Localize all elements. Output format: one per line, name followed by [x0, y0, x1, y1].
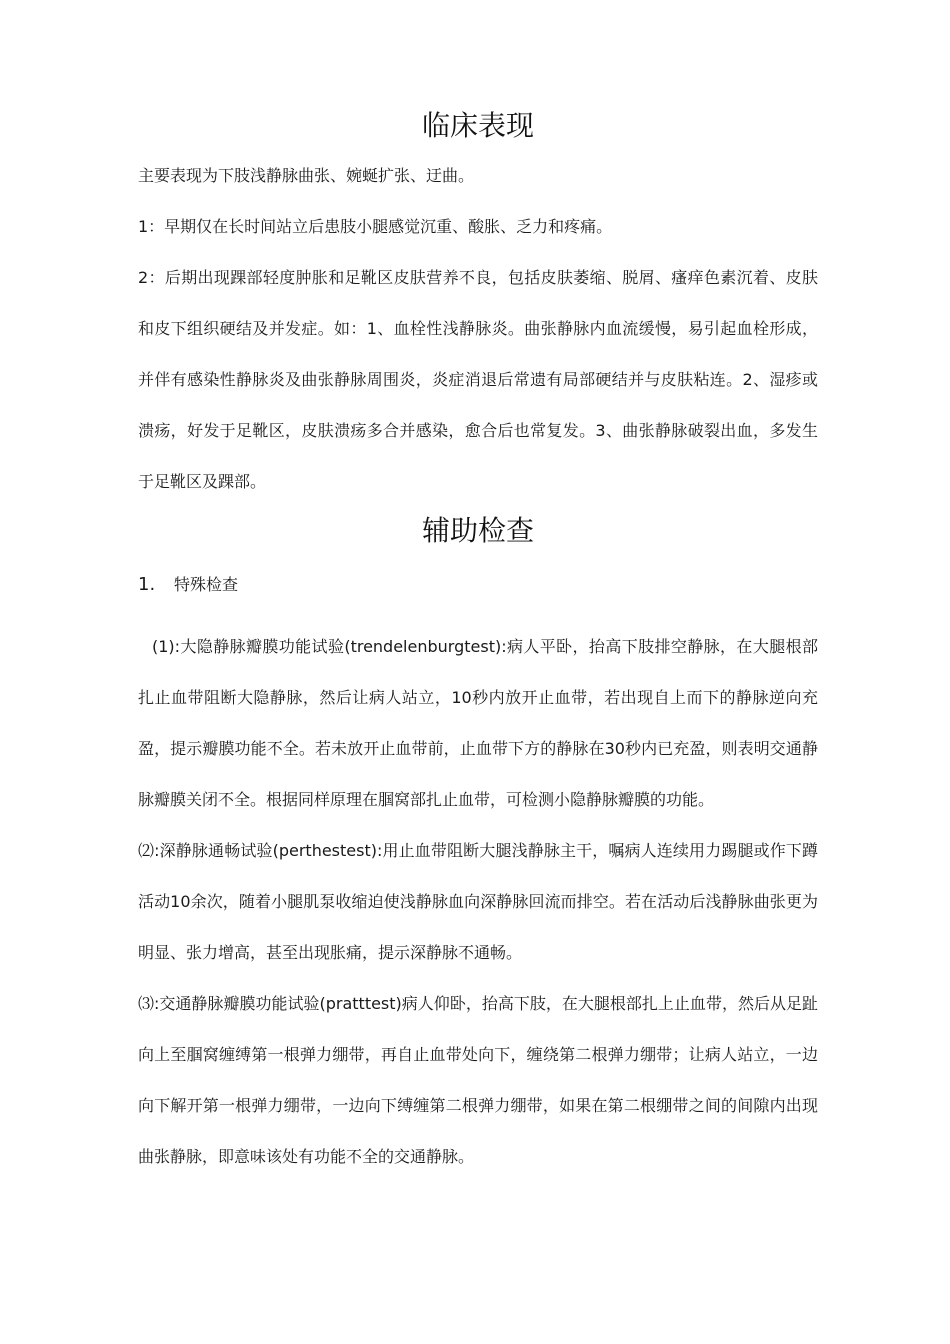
subheading-number: 1.: [138, 574, 156, 595]
section-title-auxiliary: 辅助检查: [421, 514, 534, 547]
clinical-item-1: 1：早期仅在长时间站立后患肢小腿感觉沉重、酸胀、乏力和疼痛。: [138, 217, 613, 236]
section-title-clinical: 临床表现: [421, 109, 534, 142]
test-perthes: ⑵:深静脉通畅试验(perthestest):用止血带阻断大腿浅静脉主干，嘱病人连续用力踢腿或作下蹲活动10余次，随着小腿肌泵收缩迫使浅静脉血向深静脉回流而排空。若在活动后浅静脉曲张更为明显、张力增高，甚至出现胀痛，提示深静脉不通畅。: [138, 841, 818, 962]
clinical-item-2: 2：后期出现踝部轻度肿胀和足靴区皮肤营养不良，包括皮肤萎缩、脱屑、瘙痒色素沉着、皮肤和皮下组织硬结及并发症。如：1、血栓性浅静脉炎。曲张静脉内血流缓慢，易引起血栓形成，并伴有感染性静脉炎及曲张静脉周围炎，炎症消退后常遗有局部硬结并与皮肤粘连。2、湿疹或溃疡，好发于足靴区，皮肤溃疡多合并感染，愈合后也常复发。3、曲张静脉破裂出血，多发生于足靴区及踝部。: [138, 268, 818, 491]
clinical-intro: 主要表现为下肢浅静脉曲张、婉蜒扩张、迂曲。: [138, 166, 475, 185]
document-page: [138, 104, 818, 1182]
test-trendelenburg: (1):大隐静脉瓣膜功能试验(trendelenburgtest):病人平卧，抬高下肢排空静脉，在大腿根部扎止血带阻断大隐静脉，然后让病人站立，10秒内放开止血带，若出现自上而下的静脉逆向充盈，提示瓣膜功能不全。若未放开止血带前，止血带下方的静脉在30秒内已充盈，则表明交通静脉瓣膜关闭不全。根据同样原理在腘窝部扎止血带，可检测小隐静脉瓣膜的功能。: [138, 637, 818, 809]
subheading-special-tests: [138, 559, 818, 611]
subheading-text: 特殊检查: [174, 575, 239, 594]
test-pratt: ⑶:交通静脉瓣膜功能试验(pratttest)病人仰卧，抬高下肢，在大腿根部扎上止血带，然后从足趾向上至腘窝缠缚第一根弹力绷带，再自止血带处向下，缠绕第二根弹力绷带；让病人站立，一边向下解开第一根弹力绷带，一边向下缚缠第二根弹力绷带，如果在第二根绷带之间的间隙内出现曲张静脉，即意味该处有功能不全的交通静脉。: [138, 994, 818, 1166]
